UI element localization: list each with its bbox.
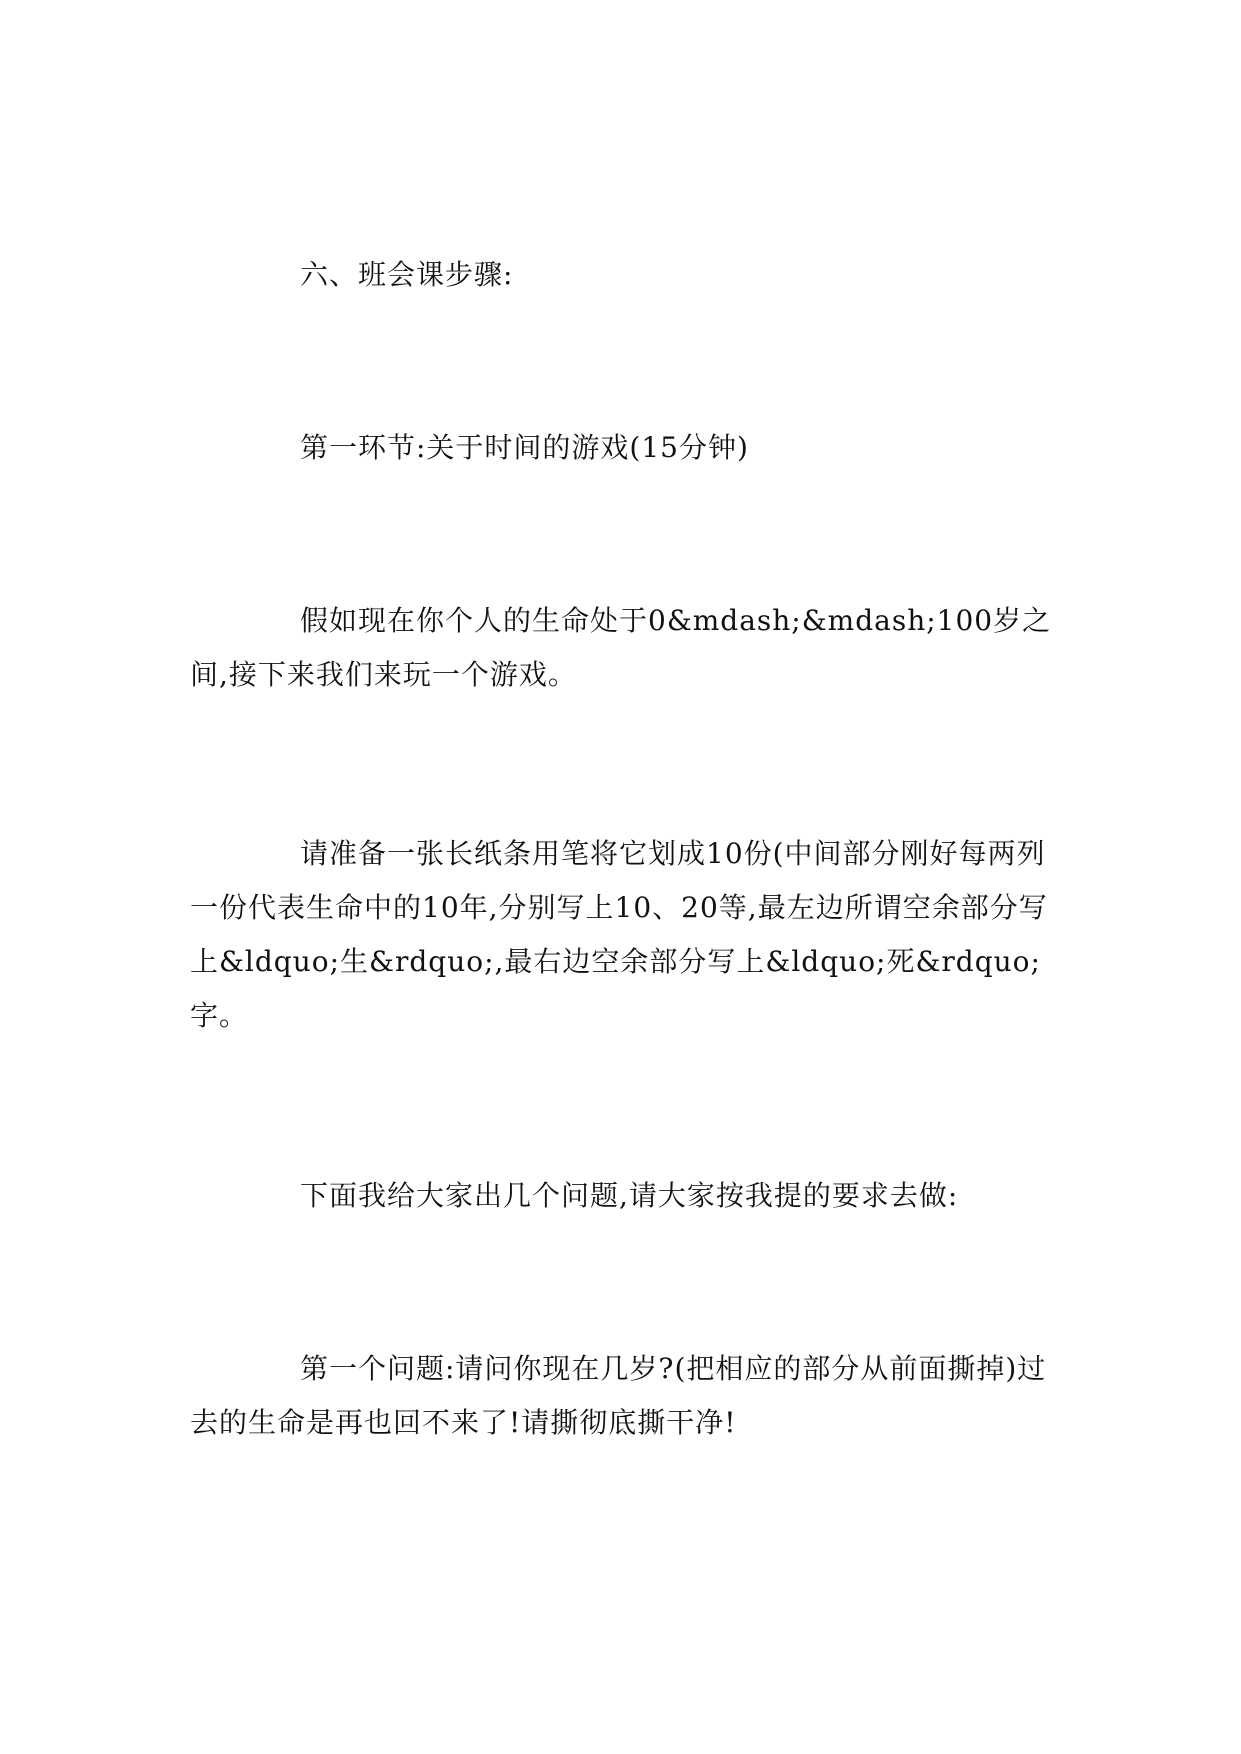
paragraph-intro: 假如现在你个人的生命处于0&mdash;&mdash;100岁之间,接下来我们来玩一个游戏。 bbox=[190, 604, 1052, 691]
paragraph-question-one: 第一个问题:请问你现在几岁?(把相应的部分从前面撕掉)过去的生命是再也回不来了!请撕彻底撕干净! bbox=[190, 1352, 1047, 1439]
paragraph-questions-intro: 下面我给大家出几个问题,请大家按我提的要求去做: bbox=[300, 1179, 959, 1212]
paragraph-instructions: 请准备一张长纸条用笔将它划成10份(中间部分刚好每两列一份代表生命中的10年,分别写上10、20等,最左边所谓空余部分写上&ldquo;生&rdquo;,最右边空余部分写上&ldquo;死&rdquo;字。 bbox=[190, 837, 1048, 1032]
section-heading: 六、班会课步骤: bbox=[300, 258, 514, 291]
subsection-heading: 第一环节:关于时间的游戏(15分钟) bbox=[300, 431, 749, 464]
